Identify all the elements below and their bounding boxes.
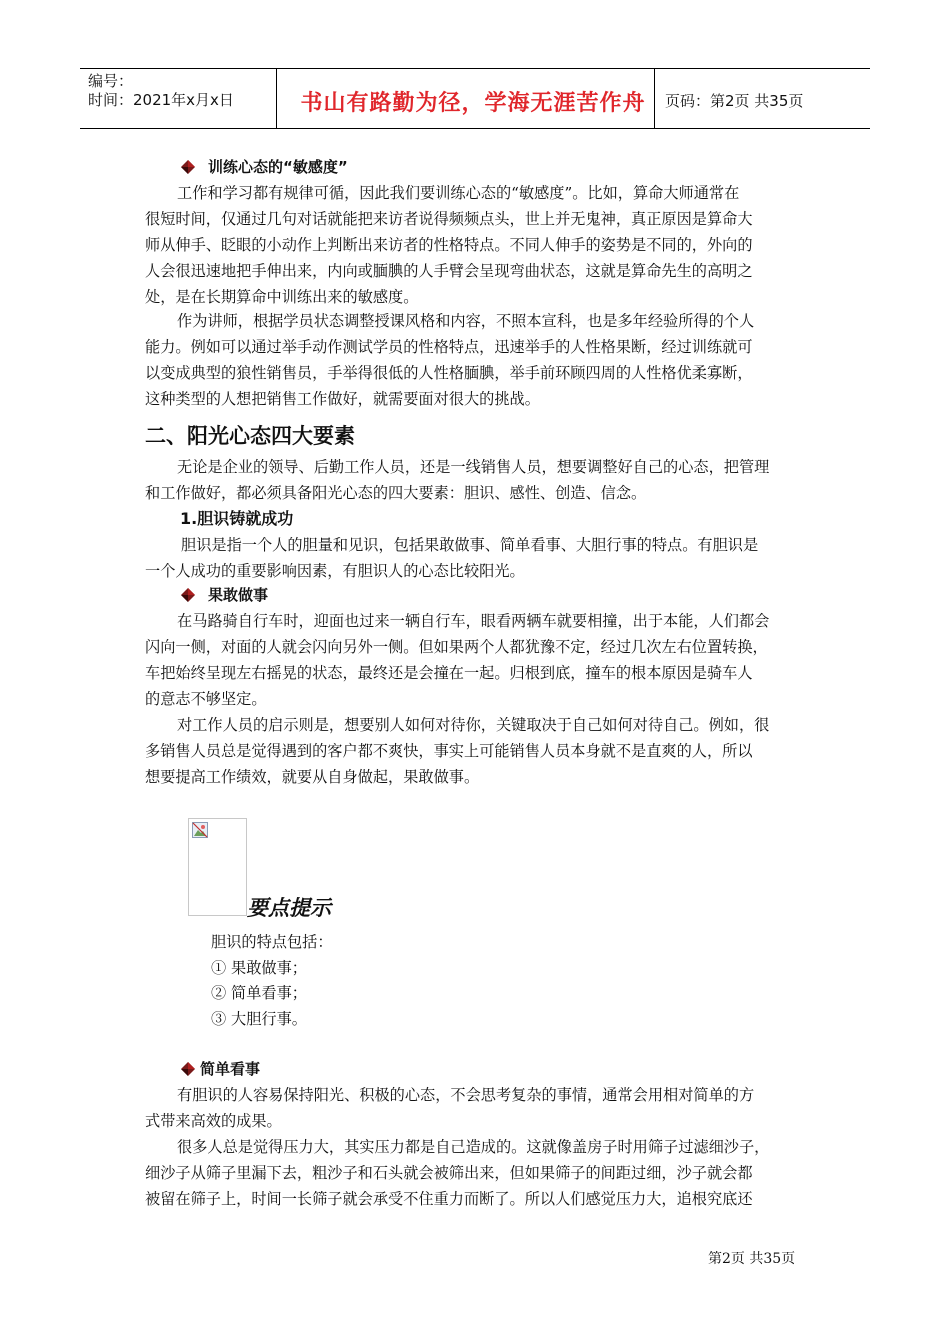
bullet-heading-label: 简单看事 bbox=[200, 1060, 261, 1078]
image-placeholder bbox=[188, 818, 247, 916]
diamond-bullet-icon bbox=[180, 587, 196, 603]
list-item: 胆识的特点包括： bbox=[211, 933, 333, 951]
bullet-heading-label: 训练心态的“敏感度” bbox=[208, 158, 348, 176]
page-footer: 第2页 共35页 bbox=[708, 1251, 796, 1267]
sub-heading: 1.胆识铸就成功 bbox=[180, 509, 294, 528]
bullet-heading-decisive bbox=[180, 584, 268, 605]
list-item: ① 果敢做事； bbox=[211, 958, 307, 977]
diamond-bullet-icon bbox=[180, 159, 196, 175]
section-heading: 二、阳光心态四大要素 bbox=[145, 424, 355, 448]
broken-image-icon bbox=[192, 822, 208, 838]
paragraph: 作为讲师，根据学员状态调整授课风格和内容，不照本宣科，也是多年经验所得的个人 能力。例如可以通过举手动作测试学员的性格特点，迅速举手的人性格果断，经过训练就可 以变成典型的狼性销售员，手举得很低的人性格腼腆，举手前环顾四周的人性格优柔寡断， 这种类型的人想把销售工作做好，就需要面对很大的挑战。 bbox=[145, 312, 755, 408]
paragraph: 有胆识的人容易保持阳光、积极的心态，不会思考复杂的事情，通常会用相对简单的方 式带来高效的成果。 bbox=[145, 1086, 755, 1130]
header-divider-right bbox=[654, 68, 655, 128]
paragraph: 很多人总是觉得压力大，其实压力都是自己造成的。这就像盖房子时用筛子过滤细沙子， 细沙子从筛子里漏下去，粗沙子和石头就会被筛出来，但如果筛子的间距过细，沙子就会都 被留在筛子上，时间一长筛子就会承受不住重力而断了。所以人们感觉压力大，追根究底还 bbox=[145, 1138, 770, 1208]
list-item: ② 简单看事； bbox=[211, 984, 307, 1002]
bullet-heading-sensitivity bbox=[180, 156, 348, 177]
header-motto: 书山有路勤为径，学海无涯苦作舟 bbox=[300, 91, 646, 116]
tip-list bbox=[211, 930, 333, 1032]
paragraph: 无论是企业的领导、后勤工作人员，还是一线销售人员，想要调整好自己的心态，把管理 和工作做好，都必须具备阳光心态的四大要素：胆识、感性、创造、信念。 bbox=[145, 458, 770, 502]
header-bottom-rule bbox=[80, 128, 870, 129]
paragraph: 工作和学习都有规律可循，因此我们要训练心态的“敏感度”。比如，算命大师通常在 很短时间，仅通过几句对话就能把来访者说得频频点头，世上并无鬼神，真正原因是算命大 师从伸手、眨眼的小动作上判断出来访者的性格特点。不同人伸手的姿势是不同的，外向的 人会很迅速地把手伸出来，内向或腼腆的人手臂会呈现弯曲状态，这就是算命先生的高明之 处，是在长期算命中训练出来的敏感度。 bbox=[145, 184, 753, 306]
diamond-bullet-icon bbox=[180, 1061, 196, 1077]
header-top-rule bbox=[80, 68, 870, 69]
bullet-heading-simple bbox=[180, 1058, 260, 1079]
paragraph: 胆识是指一个人的胆量和见识，包括果敢做事、简单看事、大胆行事的特点。有胆识是 一个人成功的重要影响因素，有胆识人的心态比较阳光。 bbox=[145, 536, 759, 580]
doc-time-label: 时间：2021年x月x日 bbox=[88, 91, 234, 109]
list-item: ③ 大胆行事。 bbox=[211, 1009, 307, 1028]
page-number-label: 页码：第2页 共35页 bbox=[665, 92, 804, 110]
tip-title: 要点提示 bbox=[247, 895, 331, 920]
bullet-heading-label: 果敢做事 bbox=[208, 586, 269, 604]
header-divider-left bbox=[276, 68, 277, 128]
paragraph: 在马路骑自行车时，迎面也过来一辆自行车，眼看两辆车就要相撞，出于本能，人们都会 闪向一侧，对面的人就会闪向另外一侧。但如果两个人都犹豫不定，经过几次左右位置转换， 车把始终呈现左右摇晃的状态，最终还是会撞在一起。归根到底，撞车的根本原因是骑车人 的意志不够坚定。 bbox=[145, 612, 770, 708]
doc-number-label: 编号： bbox=[88, 72, 134, 90]
paragraph: 对工作人员的启示则是，想要别人如何对待你，关键取决于自己如何对待自己。例如，很 多销售人员总是觉得遇到的客户都不爽快，事实上可能销售人员本身就不是直爽的人，所以 想要提高工作绩效，就要从自身做起，果敢做事。 bbox=[145, 716, 770, 786]
